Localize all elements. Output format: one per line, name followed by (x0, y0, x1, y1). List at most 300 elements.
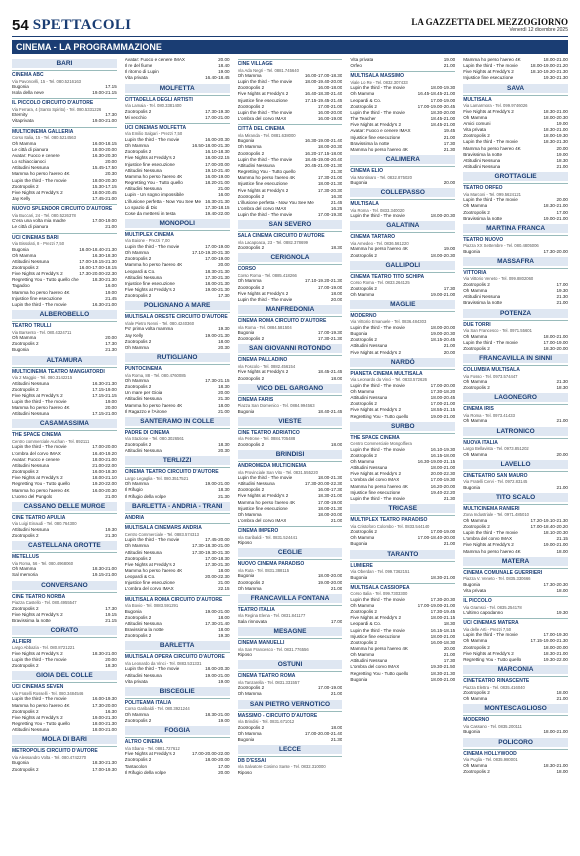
showtimes: 21.00 (443, 343, 456, 349)
film-title: Lupin the third - The movie (237, 79, 293, 85)
city-heading: BISCEGLIE (125, 687, 230, 696)
city-heading: ALBEROBELLO (12, 310, 117, 319)
showtimes: 17.00-19.30 (92, 766, 117, 772)
showtimes: 20.30 (218, 448, 230, 454)
showtimes: 17.30 (443, 140, 456, 146)
film-title: Mamma ho perso l'aereo 4K (124, 402, 183, 408)
cinema-name: TEATRO ORFEO (463, 183, 568, 192)
film-title: Riposo (237, 540, 252, 546)
showtimes: 19.30-22.00 (543, 656, 568, 662)
showtimes: 21.00 (443, 652, 456, 658)
showtimes: 18.00 (556, 548, 568, 554)
cinema-name: IL PICCOLO (463, 596, 568, 605)
city-heading: MARCONIA (463, 665, 568, 674)
film-title: Zootropolis 2 (463, 644, 490, 650)
showtimes: 16.00-18.40-21.30 (79, 246, 117, 252)
film-title: Oh Mamma (237, 278, 262, 284)
showtimes: 16.20-17.15-18.00 (304, 150, 343, 156)
city-heading: BARI (12, 59, 117, 68)
film-title: Lupin the third - The movie (124, 537, 180, 543)
showtimes: 17.15-21.00 (92, 411, 117, 417)
film-row (350, 350, 455, 356)
showtimes: 17.30 (218, 293, 230, 299)
film-title: Attitudini Nessuna (124, 549, 162, 555)
showtimes: 19.30-21.30 (543, 75, 568, 81)
film-title: Lupin the third - The movie (12, 657, 67, 663)
film-title: Zootropolis 2 (350, 103, 377, 109)
showtimes: 17.30-20.30 (317, 187, 343, 193)
newspaper-page (0, 14, 580, 856)
city-heading: OSTUNI (238, 660, 343, 669)
cinema-address: Via Bovio - Tel. 0883.591291 (124, 603, 179, 609)
showtimes: 19.30 (218, 633, 230, 639)
cinema-address: Via Luigi Einaudi - Tel. 080.764300 (12, 521, 77, 527)
showtimes: 18.40-21.45 (317, 408, 343, 414)
film-title: Bugonia (12, 246, 29, 252)
cinema-name: CORSO (238, 264, 343, 273)
showtimes: 21.45 (105, 295, 117, 301)
cinema-address: Piazza Castello - Tel. 080.4955547 (12, 600, 77, 605)
film-title: Zootropolis 2 (124, 614, 152, 620)
film-title: Mamma ho perso l'aereo 4K (463, 57, 521, 62)
film-title: Zootropolis 2 (124, 555, 152, 561)
showtimes: 20.00 (443, 349, 456, 355)
film-row (12, 196, 117, 202)
film-title: Mamma ho perso l'aereo 4K (124, 568, 183, 573)
showtimes: 19.00-21.00 (92, 118, 117, 124)
film-title: Lupin the third - The movie (237, 296, 293, 302)
showtimes: 17.00-19.30 (317, 212, 343, 218)
showtimes: 18.00 (556, 690, 568, 696)
showtimes: 17.30-19.30 (205, 108, 230, 114)
film-title: Vita privata (124, 678, 148, 684)
film-title: Oh Mamma (350, 291, 375, 297)
film-title: Bravissima la notte (463, 215, 502, 221)
cinema-name: MULTISALA ROMA CIRCUITO D'AUTORE (125, 595, 230, 604)
cinema-name: CINE TEATRO NORBA (12, 592, 117, 601)
film-title: Attitudini Nessuna (124, 396, 162, 402)
cinema-name: TEATRO NUOVO (463, 235, 568, 244)
film-title: L'uomo del Pungolo (12, 493, 53, 499)
film-title: Oh Mamma (463, 203, 488, 209)
film-title: Zootropolis 2 (350, 452, 377, 458)
film-title: Amici comuni (463, 120, 491, 126)
masthead (411, 17, 568, 33)
film-row (463, 696, 568, 702)
listing-column (350, 57, 455, 833)
film-row (463, 385, 568, 391)
showtimes: 17.00-19.00 (317, 499, 343, 505)
film-title: Oh Mamma (124, 250, 149, 256)
showtimes: 17.00-21.00 (205, 114, 230, 120)
showtimes: 17.00-18.40-20.00 (417, 535, 456, 541)
cinema-name: DUE TORRI (463, 320, 568, 329)
cinema-name: CINEMA PALLADINO (238, 355, 343, 364)
showtimes: 18.00-20.30 (430, 252, 456, 258)
film-title: Zootropolis 2 (124, 384, 152, 390)
showtimes: 16.20-20.00 (430, 483, 456, 489)
showtimes: 17.30 (443, 658, 456, 664)
showtimes: 18.30 (330, 245, 343, 251)
film-title: Bugonia (350, 541, 368, 547)
film-title: Bravissima la notte (463, 300, 502, 306)
cinema-address: Via delle Arti - Prezzi 7,50 (463, 626, 512, 632)
film-title: Oh Mamma (463, 451, 488, 457)
cinema-name: MULTISALA CASSIOPEA (350, 583, 455, 592)
film-title: Mamma ho perso l'aereo 4K (463, 145, 521, 151)
film-title: Injustice fine esecuzione (237, 181, 288, 187)
showtimes: 18.30-21.00 (430, 574, 456, 580)
showtimes: 17.30-21.30 (205, 561, 230, 567)
film-row (463, 729, 568, 735)
film-row (12, 618, 117, 624)
showtimes: 18.30-21.00 (205, 711, 230, 717)
showtimes: 18.00 (330, 290, 343, 296)
cinema-name: VITTORIA (463, 268, 568, 277)
film-row (125, 115, 230, 121)
cinema-name: CINE TEATRO ADRIATICO (238, 428, 343, 437)
film-title: Five Nights at Freddy's 2 (237, 493, 289, 499)
film-title: Attitudini Nessuna (12, 526, 50, 532)
showtimes: 18.00-20.45 (430, 395, 456, 401)
city-heading: RUTIGLIANO (125, 353, 230, 362)
showtimes: 19.00-21.00 (205, 481, 230, 487)
showtimes: 16.30-21.30 (205, 198, 230, 204)
film-title: The Teacher (350, 116, 376, 122)
film-title: Zootropolis 2 (237, 336, 265, 342)
cinema-name: CINEMA TARTARO (350, 232, 455, 241)
film-title: Attitudini Nessuna (350, 465, 388, 471)
showtimes: 16.40-18.30-21.40 (304, 91, 343, 97)
city-heading: LAVELLO (463, 460, 568, 469)
showtimes: 17.30 (105, 605, 117, 611)
film-title: Zootropolis 2 (237, 441, 265, 447)
film-title: Bugonia (463, 484, 481, 490)
film-row (463, 249, 568, 255)
cinema-name: MULTISALA (463, 95, 568, 104)
film-title: Regretting You - Tutto quello (350, 670, 409, 676)
film-title: Riposo (237, 769, 252, 775)
film-title: Zootropolis 2 (237, 103, 265, 109)
showtimes: 18.00-21.00 (543, 57, 568, 62)
film-row (125, 586, 230, 592)
film-title: Oh Mamma (124, 481, 149, 487)
film-title: Zootropolis 2 (237, 579, 265, 585)
film-title: Isola della neve (12, 90, 44, 96)
film-title: Bugonia (237, 736, 255, 742)
cinema-address: Via Lacapoaca, 23 - Tel. 0882.378699 (237, 239, 308, 245)
film-row (12, 224, 117, 230)
film-title: L'ombra del corvo IMAX (237, 205, 287, 211)
film-title: Regretting You - Tutto quello (350, 413, 409, 419)
film-title: Attitudini Nessuna (124, 448, 162, 454)
showtimes: 18.45-21.00 (430, 122, 456, 128)
film-title: Bugonia (124, 608, 142, 614)
film-title: Five Nights at Freddy's 2 (463, 542, 514, 548)
showtimes: 16.00 (105, 283, 117, 289)
film-title: Cose da mettersi in testa (124, 210, 176, 216)
film-title: Bravissima la notte (124, 627, 164, 633)
film-title: Lupin the third - The movie (350, 596, 405, 602)
cinema-address: Via Leonardo da Vinci - Tel. 0833.572626 (350, 377, 427, 383)
film-title: Zootropolis 2 (463, 768, 490, 774)
masthead-title: LA GAZZETTA DEL MEZZOGIORNO (411, 17, 568, 27)
cinema-address: Via 2 Maggio - Tel. 080.3142215 (12, 375, 73, 381)
film-row (12, 494, 117, 500)
film-row (12, 533, 117, 539)
film-title: Lupin the third - The movie (463, 139, 518, 145)
showtimes: 18.00-19.30 (543, 133, 568, 139)
city-heading: TERLIZZI (125, 456, 230, 465)
showtimes: 16.00-19.30 (92, 696, 117, 702)
film-title: Vita privata (463, 127, 487, 133)
showtimes: 19.30 (556, 288, 568, 294)
film-title: Oh Mamma (124, 143, 149, 149)
showtimes: 16.30 (105, 708, 117, 714)
film-title: Bugonia (350, 574, 368, 580)
film-title: L'ombra del corvo IMAX (12, 450, 61, 456)
cinema-address: Via Tanzarella - Tel. 0831.331557 (237, 679, 300, 685)
film-title: Five Nights at Freddy's 2 (12, 714, 63, 720)
showtimes: 17.00 (218, 763, 230, 769)
film-title: Zootropolis 2 (350, 252, 377, 258)
film-title: Eternity (12, 112, 28, 118)
city-heading: MOLA DI BARI (12, 735, 117, 744)
showtimes: 17.00-18.40-20.20 (530, 524, 568, 529)
showtimes: 18.00-21.30 (205, 280, 230, 286)
showtimes: 21.00-22.00 (92, 462, 117, 468)
showtimes: 17.10-19.20-21.30 (304, 278, 343, 284)
showtimes: 17.00-20.00-22.00 (192, 751, 230, 757)
film-title: Lupin the third - The movie (124, 136, 180, 142)
cinema-name: NUOVO CINEMA PARADISO (238, 559, 343, 568)
showtimes: 16.15-18.15 (430, 627, 456, 633)
film-title: Attitudini Nessuna (124, 274, 162, 280)
showtimes: 18.30-20.00 (430, 109, 456, 115)
film-title: Oh Mamma (124, 711, 149, 717)
film-title: Jay Kelly (12, 196, 31, 202)
showtimes: 18.00-20.00 (317, 511, 343, 517)
film-title: Mamma ho perso l'aereo 4K (12, 405, 70, 411)
showtimes: 20.00 (218, 390, 230, 396)
showtimes: 19.00 (218, 678, 230, 684)
city-heading: POLIGNANO A MARE (125, 301, 230, 310)
film-row (125, 345, 230, 351)
film-row (12, 727, 117, 733)
showtimes: 18.00-21.15 (430, 615, 456, 621)
film-title: Oh Mamma (124, 344, 149, 350)
film-title: Vita privata (124, 75, 148, 81)
cinema-address: Via Ruta - Tel. 0831.388115 (237, 567, 290, 573)
film-title: Attitudini Nessuna (237, 162, 275, 168)
film-title: Lupin the third - The movie (237, 109, 293, 115)
cinema-address: Largo Legaglia - Tel. 080.3517521 (124, 475, 189, 481)
showtimes: 18.30-21.30 (430, 670, 456, 676)
film-title: Zootropolis 2 (237, 375, 265, 381)
showtimes: 21.00 (218, 186, 230, 192)
film-row (463, 216, 568, 222)
cinema-address: Piazza XX Settembre - Tel. 080.4805006 (463, 243, 539, 249)
showtimes: 17.30 (105, 112, 117, 118)
showtimes: 18.30 (105, 663, 117, 669)
film-title: Zootropolis 2 (12, 766, 39, 772)
cinema-address: Via Ferrara, 4 (Santo Spirito) - Tel. 080.5331226 (12, 106, 102, 112)
cinema-name: COLUMBIA MULTISALA (463, 365, 568, 374)
showtimes: 21.00 (218, 580, 230, 586)
film-title: Oh Mamma (350, 602, 375, 608)
showtimes: 19.00 (218, 69, 230, 75)
showtimes: 16.30-19.00-21.40 (304, 138, 343, 144)
city-heading: CASSANO DELLE MURGE (12, 502, 117, 511)
film-row (238, 691, 343, 697)
showtimes: 18.00 (556, 768, 568, 774)
showtimes: 18.55-21.15 (430, 407, 456, 413)
film-title: Oh Mamma (350, 91, 375, 97)
film-title: Oh Mamma (124, 378, 149, 383)
cinema-name: CINETEATRO SAN MAURO (463, 471, 568, 480)
showtimes: 18.00 (218, 338, 230, 344)
film-title: Le città di pianura (12, 146, 49, 152)
film-title: Mamma ho perso l'aereo 4K (237, 499, 296, 505)
cinema-name: THE SPACE CINEMA (12, 430, 117, 439)
film-row (125, 718, 230, 724)
showtimes: 16.40-18.45 (205, 75, 230, 81)
cinema-name: MULTICINEMA TEATRO MANGIATORDI (12, 367, 117, 376)
showtimes: 19.20-22.00 (92, 481, 117, 487)
cinema-address: Via Salvatore Cosimo Sante - Tel. 0832.310000 (237, 764, 326, 770)
cinema-name: CINEMA IRIS (463, 404, 568, 413)
film-title: Bugonia (237, 138, 255, 144)
film-title: Zootropolis 2 (12, 663, 39, 669)
showtimes: 18.30-21.00 (92, 566, 117, 572)
showtimes: 18.00-21.00 (92, 727, 117, 733)
film-title: Lupin the third - The movie (350, 85, 405, 91)
cinema-address: Via Roma - Tel. 0884.581504 (237, 324, 292, 330)
film-title: Bugonia (237, 330, 255, 336)
showtimes: 16.00-18.30 (92, 469, 117, 475)
issue-date: Venerdì 12 dicembre 2025 (509, 27, 568, 33)
showtimes: 18.30-21.00 (543, 108, 568, 114)
film-title: Five Nights at Freddy's 2 (463, 108, 514, 114)
film-title: L'ombra del corvo IMAX (350, 664, 400, 670)
film-title: Attitudini Nessuna (12, 462, 50, 468)
film-title: Lo schiaccianoci (12, 159, 46, 165)
film-title: Lupin the third - The movie (350, 213, 405, 219)
film-title: Oh Mamma (463, 288, 488, 294)
cinema-address: Via Cristoforo Colombo - Tel. 0833.544140 (350, 523, 430, 529)
cinema-name: MASSIMO - CIRCUITO D'AUTORE (238, 711, 343, 720)
film-row (463, 75, 568, 81)
film-title: Il ritorno di Lupin (124, 69, 159, 75)
film-title: Zootropolis 2 (237, 284, 265, 290)
film-title: Zootropolis 2 (237, 487, 265, 493)
film-title: Mamma ho perso l'aereo 4K (124, 262, 183, 268)
listing-column (463, 57, 568, 833)
film-title: Lupin the third - The movie (12, 399, 67, 404)
film-title: Five Nights at Freddy's 2 (463, 69, 514, 75)
cinema-name: CINE TEATRO APULIA (12, 513, 117, 522)
film-title: Mi vecchio (124, 114, 147, 120)
film-title: Zootropolis 2 (463, 281, 490, 287)
film-title: Avatar: Fuoco e cenere IMAX (124, 57, 185, 62)
showtimes: 20.00 (218, 57, 230, 62)
city-heading: CALIMERA (350, 155, 455, 164)
film-title: Injustice fine esecuzione (350, 633, 401, 639)
showtimes: 19.00-20.00 (317, 579, 343, 585)
cinema-address: Via Lamarmora - Tel. 099.9746026 (463, 103, 528, 109)
film-title: Bugonia (350, 180, 368, 186)
showtimes: 19.00-21.00 (543, 215, 568, 221)
showtimes: 20.45-21.00-21.30 (304, 162, 343, 168)
film-title: Lupin the third - The movie (350, 382, 405, 388)
film-title: Oh Mamma (463, 114, 488, 120)
film-title: Lupin the third - The movie (350, 109, 405, 115)
showtimes: 16.30-18.30 (92, 252, 117, 258)
film-row (125, 409, 230, 415)
film-row (350, 677, 455, 683)
film-row (238, 245, 343, 251)
showtimes: 20.00 (330, 296, 343, 302)
showtimes: 21.00 (556, 696, 568, 702)
showtimes: 16.00-20.30 (205, 136, 230, 142)
showtimes: 16.00-18.30 (430, 639, 456, 645)
film-title: Five Nights at Freddy's 2 (237, 91, 289, 97)
film-title: Zootropolis 2 (350, 609, 377, 615)
city-heading: CORATO (12, 626, 117, 635)
showtimes: 16.30-20.30 (92, 152, 117, 158)
city-heading: CASAMASSIMA (12, 419, 117, 428)
film-title: Zootropolis 2 (350, 337, 377, 343)
showtimes: 19.00-21.00 (430, 413, 456, 419)
city-heading: MESAGNE (238, 627, 343, 636)
showtimes: 16.30-19.00-21.15 (417, 459, 456, 464)
film-title: Injustice fine esecuzione (463, 75, 514, 81)
film-title: Attitudini Nessuna (124, 620, 162, 626)
city-heading: BARLETTA (125, 641, 230, 650)
showtimes: 16.50-18.00-21.30 (192, 143, 230, 149)
film-row (238, 737, 343, 743)
film-row (238, 336, 343, 342)
film-title: Injustice fine esecuzione (237, 97, 288, 103)
showtimes: 17.30-18.30-21.00 (192, 543, 230, 549)
city-heading: GALATINA (350, 221, 455, 230)
film-title: Riposo (237, 652, 252, 658)
film-row (350, 575, 455, 581)
showtimes: 17.30 (105, 341, 117, 347)
cinema-address: Corso Garibaldi - Tel. 080.3921244 (124, 706, 190, 712)
showtimes: 21.00 (556, 484, 568, 490)
showtimes: 21.15 (105, 617, 117, 623)
film-row (125, 211, 230, 217)
cinema-address: Via Roma, 56 - Tel. 080.4968060 (12, 560, 74, 566)
film-title: Il Rifugio della volpe (124, 769, 166, 775)
film-title: Five Nights at Freddy's 2 (124, 287, 176, 293)
showtimes: 18.00-21.10 (92, 475, 117, 481)
film-title: Injustice fine esecuzione (237, 505, 288, 511)
cinema-name: CINEMA ABC (12, 70, 117, 79)
film-row (350, 292, 455, 298)
showtimes: 19.00 (556, 120, 568, 126)
film-title: Il Ragazzo e l'Airone (124, 408, 167, 414)
cinema-name: CINEMA TEATRO TITO SCHIPA (350, 272, 455, 281)
film-row (350, 63, 455, 69)
cinema-address: Largo Abbazia - Tel. 080.8721221 (12, 645, 75, 651)
film-row (238, 212, 343, 218)
showtimes: 18.00 (330, 441, 343, 447)
showtimes: 17.00-19.15-21.30 (79, 258, 117, 264)
cinema-name: MULTIPLEX CINEMA (125, 230, 230, 239)
film-title: Avatar: Fuoco e cenere IMAX (350, 128, 411, 134)
